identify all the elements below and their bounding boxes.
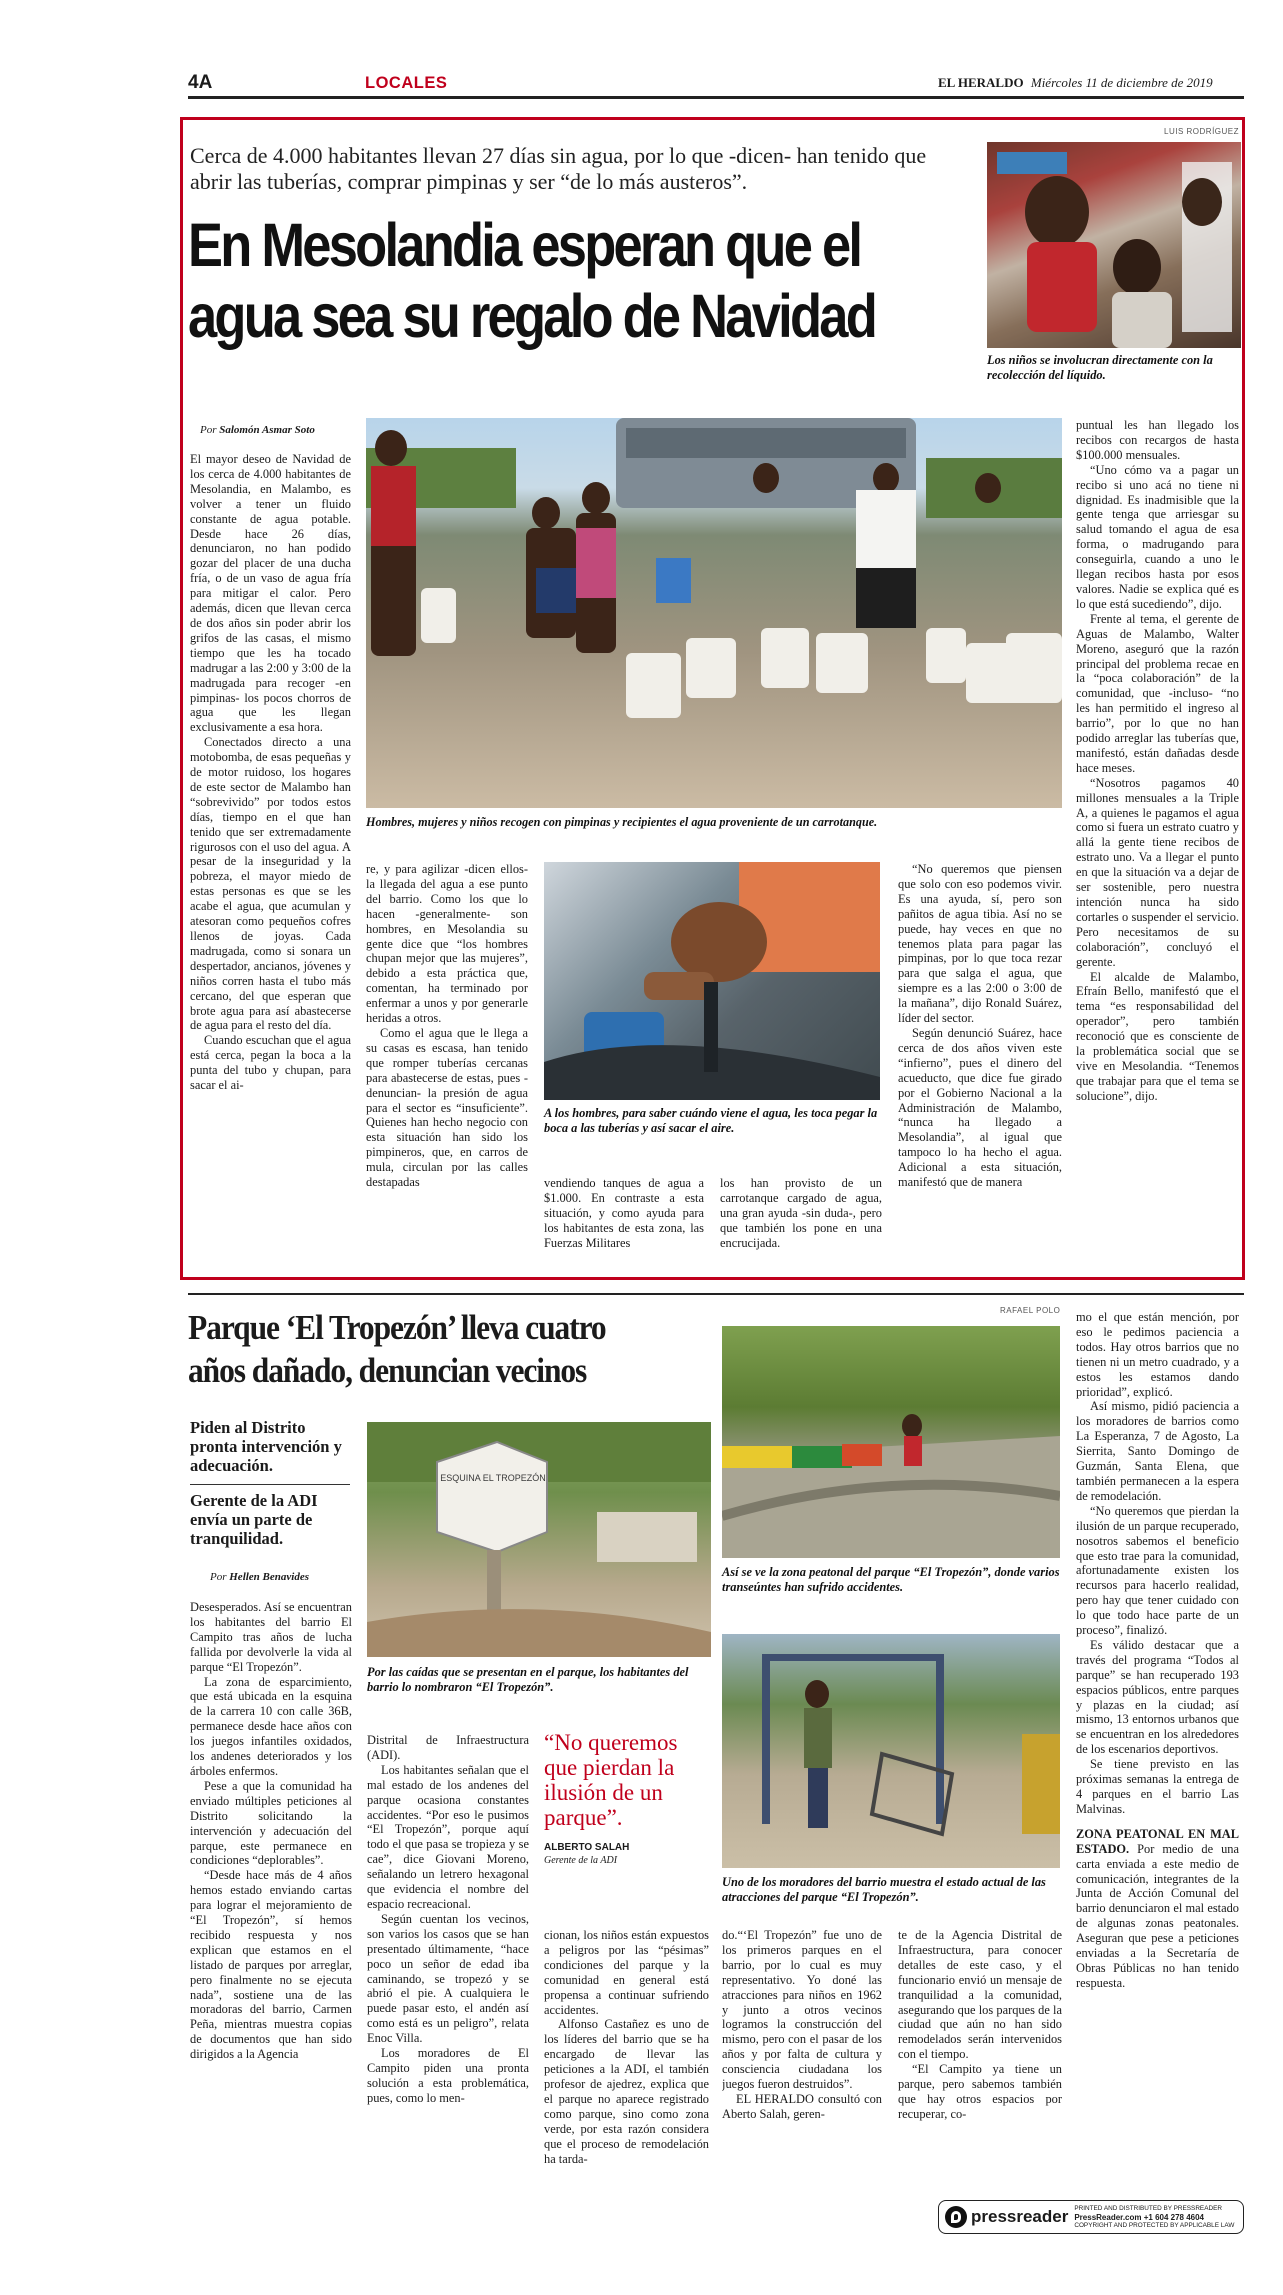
paragraph: Distrital de Infraestructura (ADI). (367, 1733, 529, 1762)
paragraph: La zona de esparcimiento, que está ubicada en la esquina de la carrera 10 con calle 36B, permanece desde hace años con los juegos infantiles oxidados, los andenes deteriorados y los árboles enfermos. (190, 1674, 352, 1778)
paragraph: “No queremos que piensen que solo con eso podemos vivir. Es una ayuda, sí, pero son pañitos de agua tibia. Así no se puede, hay veces en que no tenemos plata para pagar las pimpinas, por lo que toca rezar para que salga el agua, que siempre es a las 2:00 o 3:00 de la mañana”, dijo Ronald Suárez, líder del sector. (898, 862, 1062, 1026)
children-water-photo (987, 142, 1241, 348)
headline-2-line-2: años dañado, denuncian vecinos (188, 1351, 587, 1390)
byline-author: Salomón Asmar Soto (219, 424, 315, 436)
paragraph: Así mismo, pidió paciencia a los moradores de barrios como La Esperanza, 7 de Agosto, La Sierrita, Santo Domingo de Guzmán, Santa Elena, que también permanecen a la espera de remodelación. (1076, 1399, 1239, 1503)
paragraph: vendiendo tanques de agua a $1.000. En contraste a esta situación, y como ayuda para los habitantes de esta zona, las Fuerzas Militares (544, 1176, 704, 1250)
park-sign-art (367, 1422, 711, 1657)
water-truck-photo (366, 418, 1062, 808)
pressreader-logo-icon (945, 2206, 967, 2228)
article1-column-6 (1076, 418, 1239, 1268)
article2-column-6 (1076, 1310, 1239, 2202)
pipe-man-photo (544, 862, 880, 1100)
subhead-lead: ZONA PEATONAL EN MAL ESTADO. (1076, 1826, 1239, 1856)
paragraph: Desesperados. Así se encuentran los habitantes del barrio El Campito tras años de lucha fallida por devolverle la vida al parque “El Tropezón”. (190, 1600, 352, 1674)
section-divider (188, 1293, 1244, 1295)
paragraph: do.“‘El Tropezón” fue uno de los primeros parques en el barrio, por lo cual es muy representativo. Yo doné las atracciones para niños en 1962 y junto a otros vecinos logramos la construcción del mismo, pero con el pasar de los años y por falta de cultura y consciencia ciudadana los juegos fueron destruidos”. (722, 1928, 882, 2092)
swing-caption: Uno de los moradores del barrio muestra el estado actual de las atracciones del parque “El Tropezón”. (722, 1875, 1046, 1904)
paragraph: cionan, los niños están expuestos a peligros por las “pésimas” condiciones del parque y la comunidad en general está propensa a continuar sufriendo accidentes. (544, 1928, 709, 2017)
deck-1: Piden al Distrito pronta intervención y adecuación. (190, 1418, 342, 1475)
headline-line-2: agua sea su regalo de Navidad (188, 282, 875, 350)
pressreader-badge[interactable] (938, 2200, 1244, 2234)
paragraph: Pese a que la comunidad ha enviado múltiples peticiones al Distrito solicitando la intervención y adecuación del parque, este permanece en condiciones “deplorables”. (190, 1778, 352, 1868)
byline-prefix: Por (200, 424, 217, 436)
paragraph: El mayor deseo de Navidad de los cerca de 4.000 habitantes de Mesolandia, en Malambo, es volver a tener un fluido constante de agua potable. Desde hace 26 días, denunciaron, no han podido gozar del placer de una ducha fría, o de un vaso de agua fría para mitigar el calor. Pero además, dicen que llevan cerca de dos años sin poder abrir los grifos de las casas, el mismo tiempo que les ha tocado madrugar a las 2:00 y 3:00 de la madrugada para recoger -en pimpinas- los pocos chorros de agua que les llegan exclusivamente a esa hora. (190, 452, 351, 735)
children-photo-art (987, 142, 1241, 348)
headline-line-1: En Mesolandia esperan que el (188, 211, 861, 279)
pressreader-line-3: COPYRIGHT AND PROTECTED BY APPLICABLE LAW (1074, 2221, 1235, 2229)
article1-column-2 (366, 862, 528, 1267)
article2-column-1 (190, 1600, 352, 2200)
headline-2 (188, 1306, 692, 1392)
paragraph: Se tiene previsto en las próximas semanas la entrega de 4 parques en el barrio Las Malvinas. (1076, 1757, 1239, 1816)
article1-column-4 (720, 1176, 882, 1268)
paragraph: “El Campito ya tiene un parque, pero sabemos también que hay otros espacios por recuperar, co- (898, 2062, 1062, 2121)
park-sign-text: ESQUINA EL TROPEZÓN (440, 1473, 546, 1483)
paragraph: Conectados directo a una motobomba, de esas pequeñas y de motor ruidoso, los hogares de este sector de Malambo han “sobrevivido” por todos estos días, tiempo en el que han tenido que ser extremadamente rigurosos con el uso del agua. A pesar de la inseguridad y la pobreza, el mayor miedo de estas personas es que se les acabe el agua, que acumulan y atesoran como pequeños cofres llenos de joyas. Cada madrugada, como si sonara un despertador, ancianos, jóvenes y niños corren hasta el tubo más cercano, del que esperan que brote agua para así abastecerse de agua para el resto del día. (190, 735, 351, 1033)
paragraph: Los moradores de El Campito piden una pronta solución a esta problemática, pues, como lo men- (367, 2046, 529, 2105)
park-sign-caption: Por las caídas que se presentan en el parque, los habitantes del barrio lo nombraron “El Tropezón”. (367, 1665, 689, 1694)
paragraph: Como el agua que le llega a su casas es escasa, han tenido que romper tuberías cercanas para abastecerse de estas, pues -denuncian- la presión de agua para el sector es “insuficiente”. Quienes han hecho negocio con esta situación han sido los pimpineros, que, en carros de mula, circulan por las calles destapadas (366, 1025, 528, 1190)
paragraph: puntual les han llegado los recibos con recargos de hasta $100.000 mensuales. (1076, 418, 1239, 462)
byline-2-author: Hellen Benavides (229, 1571, 309, 1583)
paragraph: Alfonso Castañez es uno de los líderes del barrio que se ha encargado de llevar las peticiones a la ADI, el también profesor de ajedrez, explica que el parque no aparece registrado como parque, sino como zona verde, por esta razón considera que el proceso de remodelación ha tarda- (544, 2017, 709, 2166)
byline-2 (210, 1571, 309, 1583)
pullquote: “No queremos que pierdan la ilusión de un parque”. (544, 1730, 678, 1830)
subhead-paragraph (1076, 1827, 1239, 1991)
paragraph: Los habitantes señalan que el mal estado de los andenes del parque ocasiona constantes accidentes. “Por eso le pusimos “El Tropezón”, porque aquí todo el que pasa se tropieza y se cae”, dice Giovani Moreno, señalando un letrero hexagonal que evidencia el nombre del espacio recreacional. (367, 1762, 529, 1911)
byline (200, 424, 315, 436)
pressreader-line-1: PRINTED AND DISTRIBUTED BY PRESSREADER (1074, 2204, 1222, 2212)
paragraph: “Uno cómo va a pagar un recibo si uno acá no tiene ni dignidad. Es inadmisible que la gente tenga que arriesgar su salud tomando el agua de esa forma, o madrugando para conseguirla, cuando a uno le llegan recibos hasta por esos valores. Nadie se explica qué es lo que está sucediendo”, dijo. (1076, 462, 1239, 611)
article1-column-5 (898, 862, 1062, 1267)
swing-photo (722, 1634, 1060, 1868)
paragraph: los han provisto de un carrotanque cargado de agua, una gran ayuda -sin duda-, pero que también los pone en una encrucijada. (720, 1176, 882, 1250)
paragraph: Cuando escuchan que el agua está cerca, pegan la boca a la punta del tubo y chupan, para sacar el ai- (190, 1033, 351, 1093)
paragraph: “Nosotros pagamos 40 millones mensuales a la Triple A, a quienes le pagamos el agua como si fuera un estrato cuatro y allá la gente tiene recibos de estrato uno. Va a llegar el punto en que la situación va a dejar de ser sostenible, pero nuestra intención nunca ha sido cortarles o suspender el servicio. Pero necesitamos de su colaboración”, concluyó el gerente. (1076, 775, 1239, 969)
article2-column-5 (898, 1928, 1062, 2200)
truck-scene-art (366, 418, 1062, 808)
article2-column-3 (544, 1928, 709, 2200)
paragraph: mo el que están mención, por eso le pedimos paciencia a todos. Hay otros barrios que no tienen ni un metro cuadrado, y a estos les estamos dando prioridad”, explicó. (1076, 1310, 1239, 1399)
photo-credit: LUIS RODRÍGUEZ (1164, 127, 1240, 136)
children-photo-caption: Los niños se involucran directamente con la recolección del líquido. (987, 353, 1213, 382)
paragraph: te de la Agencia Distrital de Infraestructura, para conocer detalles de este caso, y el funcionario envió un mensaje de tranquilidad a la comunidad, asegurando que los parques de la ciudad que aún no han sido remodelados serán intervenidos con el tiempo. (898, 1928, 1062, 2062)
deck-2: Gerente de la ADI envía un parte de tranquilidad. (190, 1491, 318, 1548)
truck-photo-caption: Hombres, mujeres y niños recogen con pimpinas y recipientes el agua proveniente de un carrotanque. (366, 815, 878, 829)
pressreader-line-2: PressReader.com +1 604 278 4604 (1074, 2212, 1204, 2222)
article2-column-2 (367, 1733, 529, 2200)
pullquote-role: Gerente de la ADI (544, 1855, 618, 1866)
paper-name: EL HERALDO (938, 75, 1024, 90)
deck-rule (190, 1484, 350, 1485)
section-label[interactable]: LOCALES (365, 74, 448, 92)
headline (188, 210, 876, 352)
pipe-photo-caption: A los hombres, para saber cuándo viene el agua, les toca pegar la boca a las tuberías y así sacar el aire. (544, 1106, 878, 1135)
park-sign-photo (367, 1422, 711, 1657)
walkway-photo (722, 1326, 1060, 1558)
kicker: Cerca de 4.000 habitantes llevan 27 días sin agua, por lo que -dicen- han tenido que abrir las tuberías, comprar pimpinas y ser “de lo más austeros”. (190, 143, 927, 194)
article1-column-1 (190, 452, 351, 1267)
article2-column-4 (722, 1928, 882, 2200)
walkway-caption: Así se ve la zona peatonal del parque “El Tropezón”, donde varios transeúntes han sufrido accidentes. (722, 1565, 1060, 1594)
article1-column-3 (544, 1176, 704, 1268)
issue-date: Miércoles 11 de diciembre de 2019 (1030, 75, 1213, 90)
paragraph: EL HERALDO consultó con Aberto Salah, geren- (722, 2091, 882, 2121)
paragraph: “No queremos que pierdan la ilusión de un parque recuperado, nosotros sabemos el beneficio que esto trae para la comunidad, afortunadamente existen los recursos para hacerlo realidad, pero hay que tener cuidado con lo que todo hace parte de un proceso”, finalizó. (1076, 1503, 1239, 1638)
paragraph: El alcalde de Malambo, Efraín Bello, manifestó que el tema “es responsabilidad del operador”, pero también reconoció que es consciente de la problemática social que se vive en Mesolandia. “Tenemos que trabajar para que el tema se solucione”, dijo. (1076, 969, 1239, 1103)
pressreader-brand: pressreader (971, 2207, 1069, 2226)
pullquote-name: ALBERTO SALAH (544, 1842, 630, 1853)
pipe-man-art (544, 862, 880, 1100)
paragraph: Según denunció Suárez, hace cerca de dos años viven este “infierno”, pues el dinero del acueducto, que dice fue girado por el Gobierno Nacional a la Administración de Malambo, “nunca ha llegado a Mesolandia”, al igual que tampoco lo ha hecho el agua. Adicional a esta situación, manifestó que de manera (898, 1025, 1062, 1190)
paragraph: Según cuentan los vecinos, son varios los casos que se han presentado últimamente, “hace poco un señor de edad iba caminando, se tropezó y se abrió el pie. A cualquiera le puede pasar esto, el andén así como está es un peligro”, relata Enoc Villa. (367, 1911, 529, 2046)
header-rule (188, 96, 1244, 99)
walkway-art (722, 1326, 1060, 1558)
pressreader-info (1074, 2205, 1234, 2230)
page-number: 4A (188, 72, 213, 93)
swing-art (722, 1634, 1060, 1868)
headline-2-line-1: Parque ‘El Tropezón’ lleva cuatro (188, 1308, 606, 1347)
paragraph: Frente al tema, el gerente de Aguas de Malambo, Walter Moreno, aseguró que la razón principal del problema recae en la “poca colaboración” de la comunidad, que -incluso- “no les han permitido el ingreso al barrio”, por lo que no han podido arreglar las tuberías que, manifestó, están dañadas desde hace meses. (1076, 611, 1239, 775)
paragraph: Es válido destacar que a través del programa “Todos al parque” se han recuperado 193 espacios públicos, entre parques y plazas en la ciudad; así mismo, 13 entornos urbanos que se encuentran en los alrededores de los escenarios deportivos. (1076, 1637, 1239, 1757)
byline-2-prefix: Por (210, 1571, 227, 1583)
paragraph: re, y para agilizar -dicen ellos- la llegada del agua a ese punto del barrio. Como los que lo hacen -generalmente- son hombres, en Mesolandia su gente dice que “los hombres chupan mejor que las mujeres”, debido a esta práctica que, comentan, ha terminado por enfermar a unos y por generarle heridas a otros. (366, 862, 528, 1026)
masthead-line (938, 75, 1213, 91)
paragraph: “Desde hace más de 4 años hemos estado enviando cartas para lograr el mejoramiento de “El Tropezón”, sí hemos recibido respuesta y nos explican que estamos en el listado de parques por arreglar, pero finalmente no se ejecuta nada”, sostiene una de las moradoras del barrio, Carmen Peña, mientras muestra copias de documentos que han sido dirigidos a la Agencia (190, 1868, 352, 2062)
subhead-text: Por medio de una carta enviada a este medio de comunicación, integrantes de la Junta de Acción Comunal del barrio denunciaron el mal estado de algunas zonas peatonales. Aseguran que pese a peticiones enviadas a la Secretaría de Obras Públicas no han tenido respuesta. (1076, 1841, 1239, 1990)
photo-credit-2: RAFAEL POLO (1000, 1306, 1061, 1315)
